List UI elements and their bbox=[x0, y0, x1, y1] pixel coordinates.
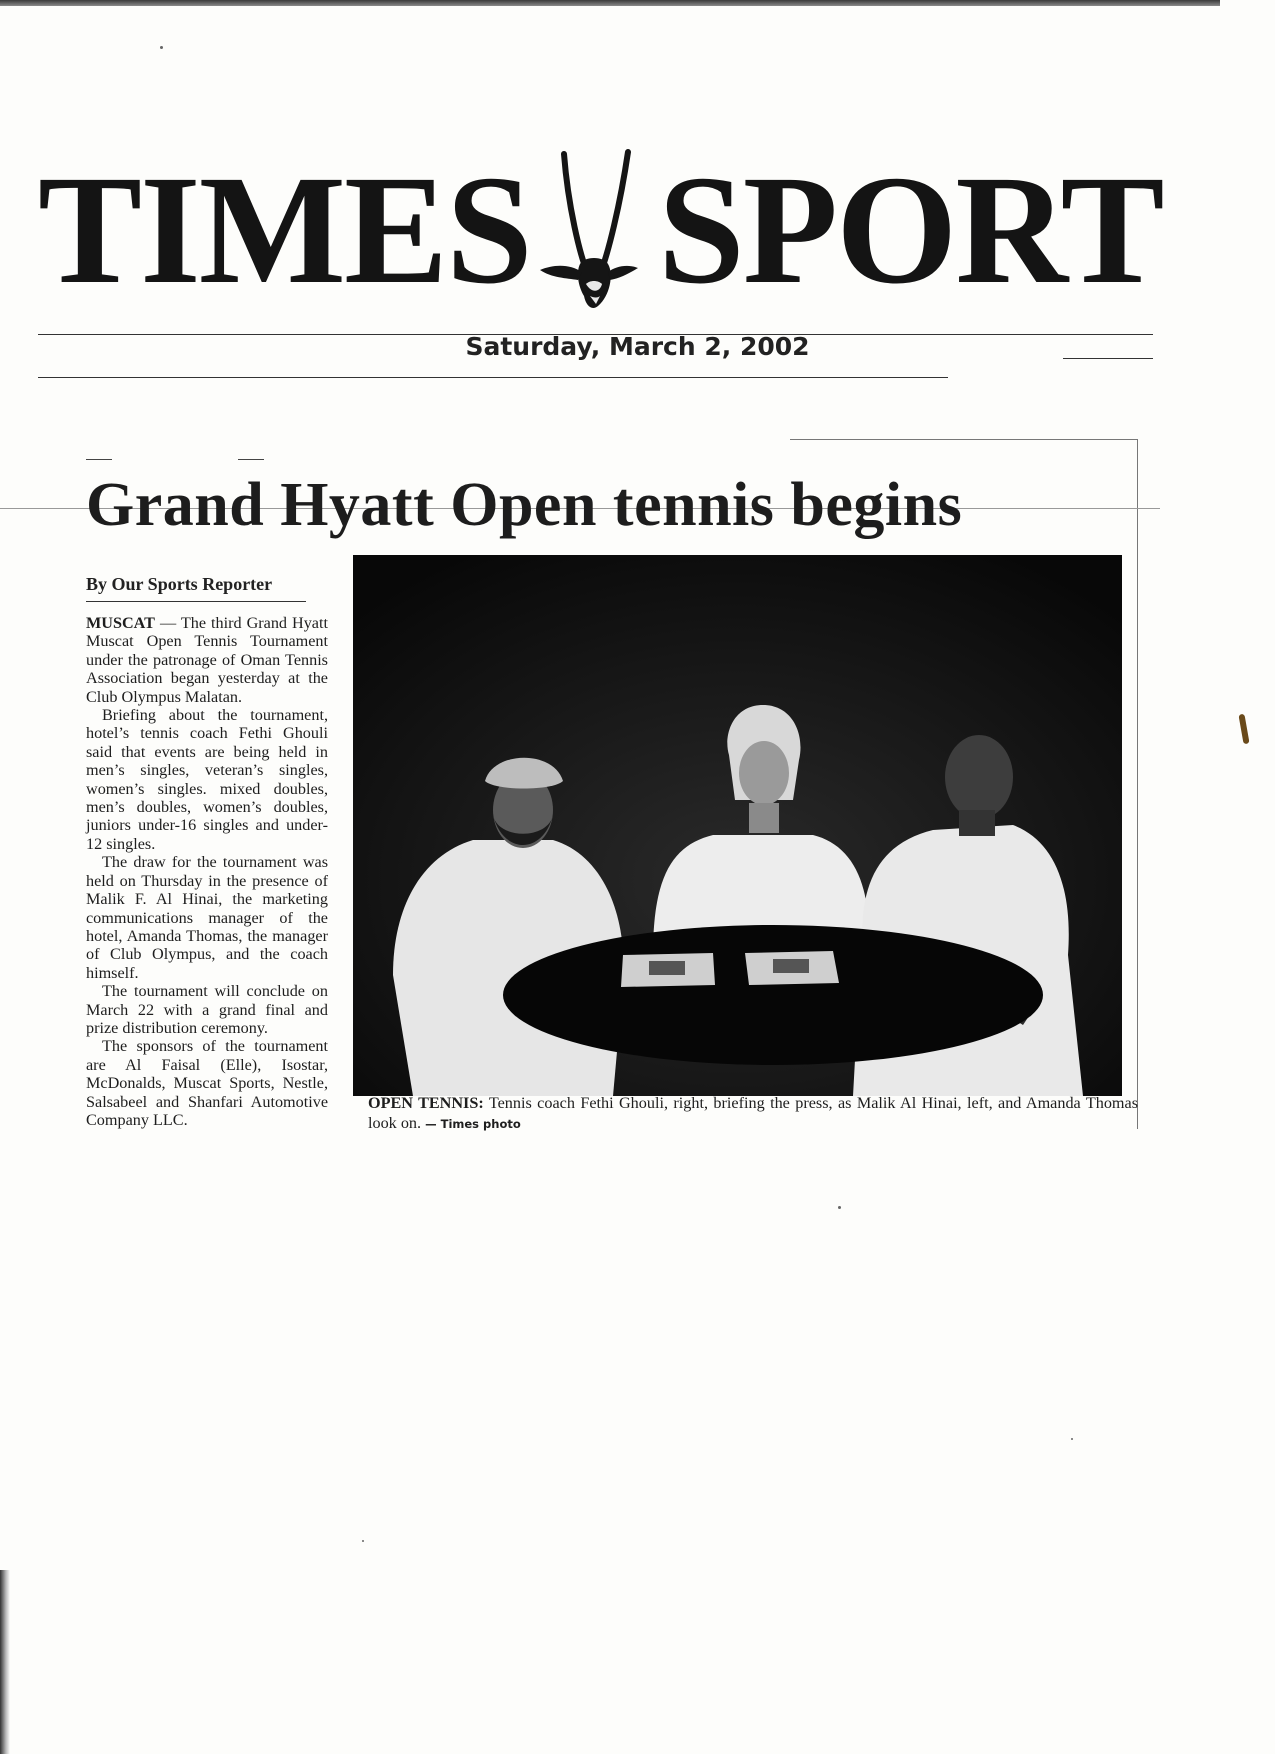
paragraph bbox=[86, 614, 328, 706]
dust-speck bbox=[362, 1540, 364, 1542]
dust-speck bbox=[160, 46, 163, 49]
dust-speck bbox=[1071, 1438, 1073, 1440]
press-photo-image bbox=[353, 555, 1122, 1096]
paragraph: The sponsors of the tournament are Al Faisal (Elle), Isostar, McDonalds, Muscat Sports, Nestle, Salsabeel and Shanfari Automotive Company LLC. bbox=[86, 1037, 328, 1129]
paragraph: The draw for the tournament was held on Thursday in the presence of Malik F. Al Hinai, the marketing communications manager of the hotel, Amanda Thomas, the manager of Club Olympus, and the coach himself. bbox=[86, 853, 328, 982]
article-frame-right bbox=[1137, 439, 1138, 1129]
dust-speck bbox=[838, 1206, 841, 1209]
caption-credit: — Times photo bbox=[425, 1117, 521, 1131]
caption-text: Tennis coach Fethi Ghouli, right, briefing the press, as Malik Al Hinai, left, and Amanda Thomas look on. bbox=[368, 1094, 1138, 1132]
ink-mark bbox=[1238, 714, 1249, 745]
paragraph: Briefing about the tournament, hotel’s tennis coach Fethi Ghouli said that events are being held in men’s singles, veteran’s singles, women’s singles. mixed doubles, men’s doubles, women’s doubles, juniors under-16 singles and under-12 singles. bbox=[86, 706, 328, 853]
page-top-edge bbox=[0, 0, 1220, 6]
caption-lead: OPEN TENNIS: bbox=[368, 1094, 484, 1112]
headline: Grand Hyatt Open tennis begins bbox=[86, 471, 963, 539]
paragraph-text: — The third Grand Hyatt Muscat Open Tennis Tournament under the patronage of Oman Tennis Association began yesterday at the Club Olympus Malatan. bbox=[86, 614, 328, 706]
page-left-edge-shadow bbox=[0, 1570, 10, 1754]
photo-caption bbox=[368, 1093, 1138, 1134]
press-photo bbox=[353, 555, 1122, 1096]
article-body bbox=[86, 614, 328, 1129]
article-dateline: MUSCAT bbox=[86, 614, 155, 632]
masthead-rule-bottom bbox=[38, 377, 948, 378]
rule-tick bbox=[86, 459, 112, 460]
oryx-head-icon bbox=[528, 146, 658, 316]
byline-rule bbox=[86, 601, 306, 602]
masthead-times: TIMES bbox=[38, 143, 531, 316]
article-frame-top bbox=[790, 439, 1137, 440]
rule-tick bbox=[238, 459, 264, 460]
byline: By Our Sports Reporter bbox=[86, 574, 273, 594]
masthead bbox=[38, 140, 1163, 320]
masthead-sport: SPORT bbox=[658, 143, 1163, 316]
issue-date: Saturday, March 2, 2002 bbox=[465, 332, 810, 361]
paragraph: The tournament will conclude on March 22 with a grand final and prize distribution ceremony. bbox=[86, 982, 328, 1037]
